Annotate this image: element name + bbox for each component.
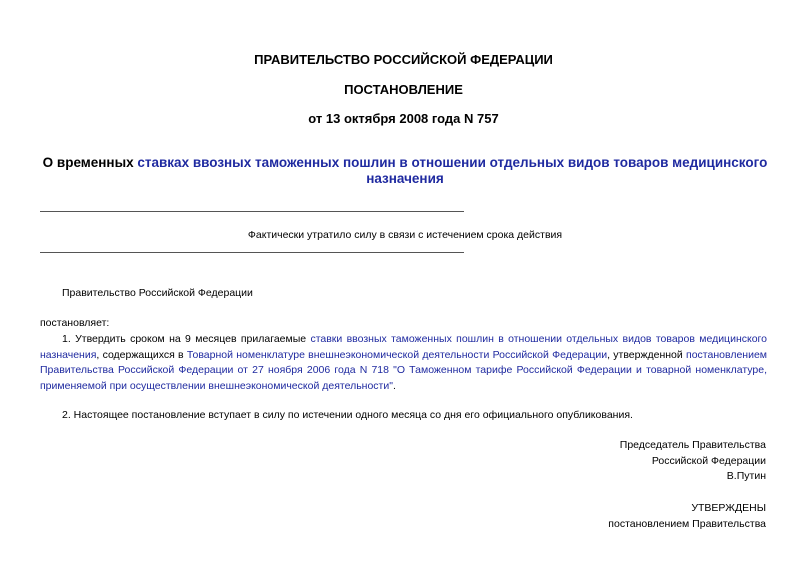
approval-by: постановлением Правительства <box>608 517 766 530</box>
clause-1-text-c: , утвержденной <box>607 348 687 361</box>
signer-position-2: Российской Федерации <box>651 454 766 467</box>
approval-block <box>608 501 766 532</box>
nomenclature-link[interactable]: Товарной номенклатуре внешнеэкономической деятельности Российской Федерации <box>186 348 608 361</box>
issuing-authority: ПРАВИТЕЛЬСТВО РОССИЙСКОЙ ФЕДЕРАЦИИ <box>254 52 553 67</box>
clause-1-text-d: . <box>392 379 396 392</box>
decree-line: постановляет: <box>40 317 110 329</box>
validity-notice: Фактически утратило силу в связи с истечением срока действия <box>247 229 563 241</box>
rates-link[interactable]: ставки ввозных таможенных пошлин в отношении отдельных видов товаров медицинского назначения <box>40 333 767 361</box>
clause-2: 2. Настоящее постановление вступает в силу по истечении одного месяца со дня его официального опубликования. <box>62 409 633 421</box>
signature-block <box>620 438 766 485</box>
intro-line: Правительство Российской Федерации <box>62 287 253 299</box>
approval-word: УТВЕРЖДЕНЫ <box>691 502 766 514</box>
clause-1-text-a: 1. Утвердить сроком на 9 месяцев прилагаемые <box>62 333 311 345</box>
resolution-link[interactable]: постановлением Правительства Российской Федерации от 27 ноября 2006 года N 718 "О Таможенном тарифе Российской Федерации и товарной номенклатуре, применяемой при осуществлении внешнеэкономической деятельности" <box>40 348 768 392</box>
title-link[interactable]: ставках ввозных таможенных пошлин в отношении отдельных видов товаров медицинского назначения <box>137 155 768 186</box>
clause-1-text-b: , содержащихся в <box>96 348 187 361</box>
signer-name: В.Путин <box>726 470 766 482</box>
top-divider <box>40 211 464 212</box>
document-title <box>40 155 770 187</box>
document-type: ПОСТАНОВЛЕНИЕ <box>344 82 463 97</box>
title-prefix: О временных <box>42 155 138 170</box>
clause-1 <box>40 332 767 394</box>
document-date: от 13 октября 2008 года N 757 <box>308 111 499 126</box>
bottom-divider <box>40 252 464 253</box>
signer-position-1: Председатель Правительства <box>619 439 766 451</box>
